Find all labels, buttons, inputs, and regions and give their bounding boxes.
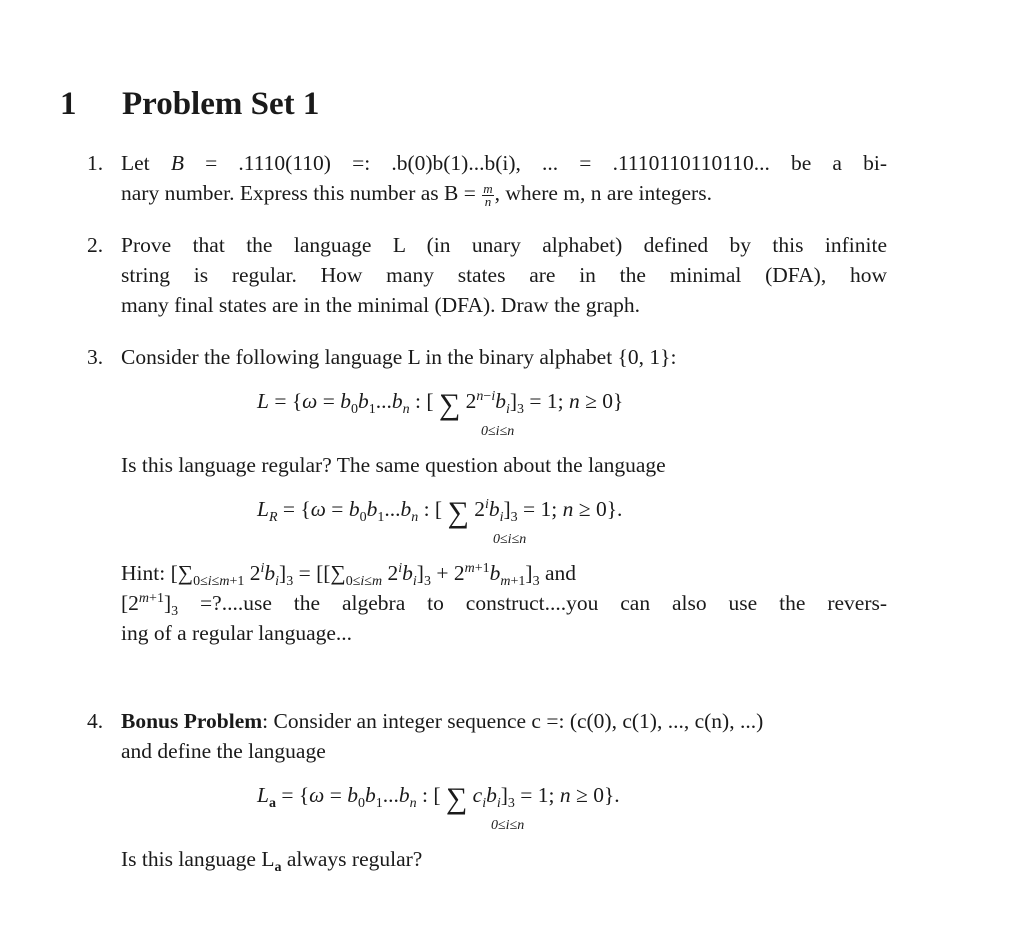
problem-number: 3. xyxy=(87,345,104,369)
problem-3-hint-line-2: $[2^{m+1}]_3$ =?....use the algebra to construct....you can also use the revers- xyxy=(121,591,888,619)
sum-index-range: 0≤i≤n xyxy=(491,818,525,833)
problem-4-line-1 xyxy=(121,706,887,736)
problem-3-middle: Is this language regular? The same question about the language xyxy=(121,453,666,477)
problem-number: 1. xyxy=(87,151,104,175)
problem-1 xyxy=(87,148,887,208)
problem-number: 4. xyxy=(87,709,104,733)
problem-3-hint-line-3: ing of a regular language... xyxy=(121,621,353,645)
problem-2-line-3: many final states are in the minimal (DFA). Draw the graph. xyxy=(121,293,641,317)
fraction-m-over-n xyxy=(482,180,493,209)
problem-1-conclusion: , where m, n are integers. xyxy=(494,181,712,205)
problem-2 xyxy=(87,230,887,320)
problem-1-line-2 xyxy=(121,178,887,208)
problem-1-line-1: Let B = .1110(110) =: .b(0)b(1)...b(i), ... = .1110110110110... be a bi- xyxy=(121,151,887,175)
problem-1-expression-text: nary number. Express this number as B = xyxy=(121,181,476,205)
question-text: Is this language L xyxy=(121,847,275,871)
formula-L: $L = \{\omega = b_0b_1...b_n$ : [ ∑ $2^{n-i}b_i]_3 = 1$; n ≥ 0} 0≤i≤n xyxy=(257,388,624,439)
section-heading xyxy=(60,84,319,124)
question-subscript: a xyxy=(274,860,282,875)
problem-1-definition: .1110(110) =: .b(0)b(1)...b(i), ... = .1110110110110... be a bi- xyxy=(238,151,887,175)
problem-4-question xyxy=(121,844,887,874)
problem-2-line-2: string is regular. How many states are in the minimal (DFA), how xyxy=(121,263,887,287)
problem-number: 2. xyxy=(87,233,104,257)
problem-3 xyxy=(87,342,887,648)
problem-3-intro: Consider the following language L in the binary alphabet {0, 1}: xyxy=(121,345,677,369)
problem-4-line-2: and define the language xyxy=(121,739,326,763)
fraction-denominator: n xyxy=(484,193,492,209)
question-end: always regular? xyxy=(286,847,423,871)
fraction-numerator: m xyxy=(483,180,493,196)
problem-3-hint-line-1: Hint: [$\sum_{0\le i\le m+1}$ $2^ib_i]_3 = [[\sum_{0\le i\le m}$ $2^ib_i]_3 + 2^{m+1}b_{m+1}]_3$ and xyxy=(121,561,576,589)
section-title: Problem Set 1 xyxy=(122,86,320,122)
problem-4-intro: : Consider an integer sequence c =: (c(0), c(1), ..., c(n), ...) xyxy=(262,709,764,733)
formula-LR: $L_R = \{\omega = b_0b_1...b_n$ : [ ∑ $2^ib_i]_3 = 1$; n ≥ 0}. 0≤i≤n xyxy=(257,496,623,547)
sum-index-range: 0≤i≤n xyxy=(481,424,515,439)
problem-2-line-1: Prove that the language L (in unary alphabet) defined by this infinite xyxy=(121,233,887,257)
sum-index-range: 0≤i≤n xyxy=(493,532,527,547)
section-number: 1 xyxy=(60,86,77,122)
formula-La: $L_a = \{\omega = b_0b_1...b_n$ : [ ∑ $c_ib_i]_3 = 1$; n ≥ 0}. 0≤i≤n xyxy=(257,782,620,833)
problem-4 xyxy=(87,706,887,874)
hint-continuation: =?....use the algebra to construct....you can also use the revers- xyxy=(200,591,888,615)
bonus-label: Bonus Problem xyxy=(121,709,263,733)
